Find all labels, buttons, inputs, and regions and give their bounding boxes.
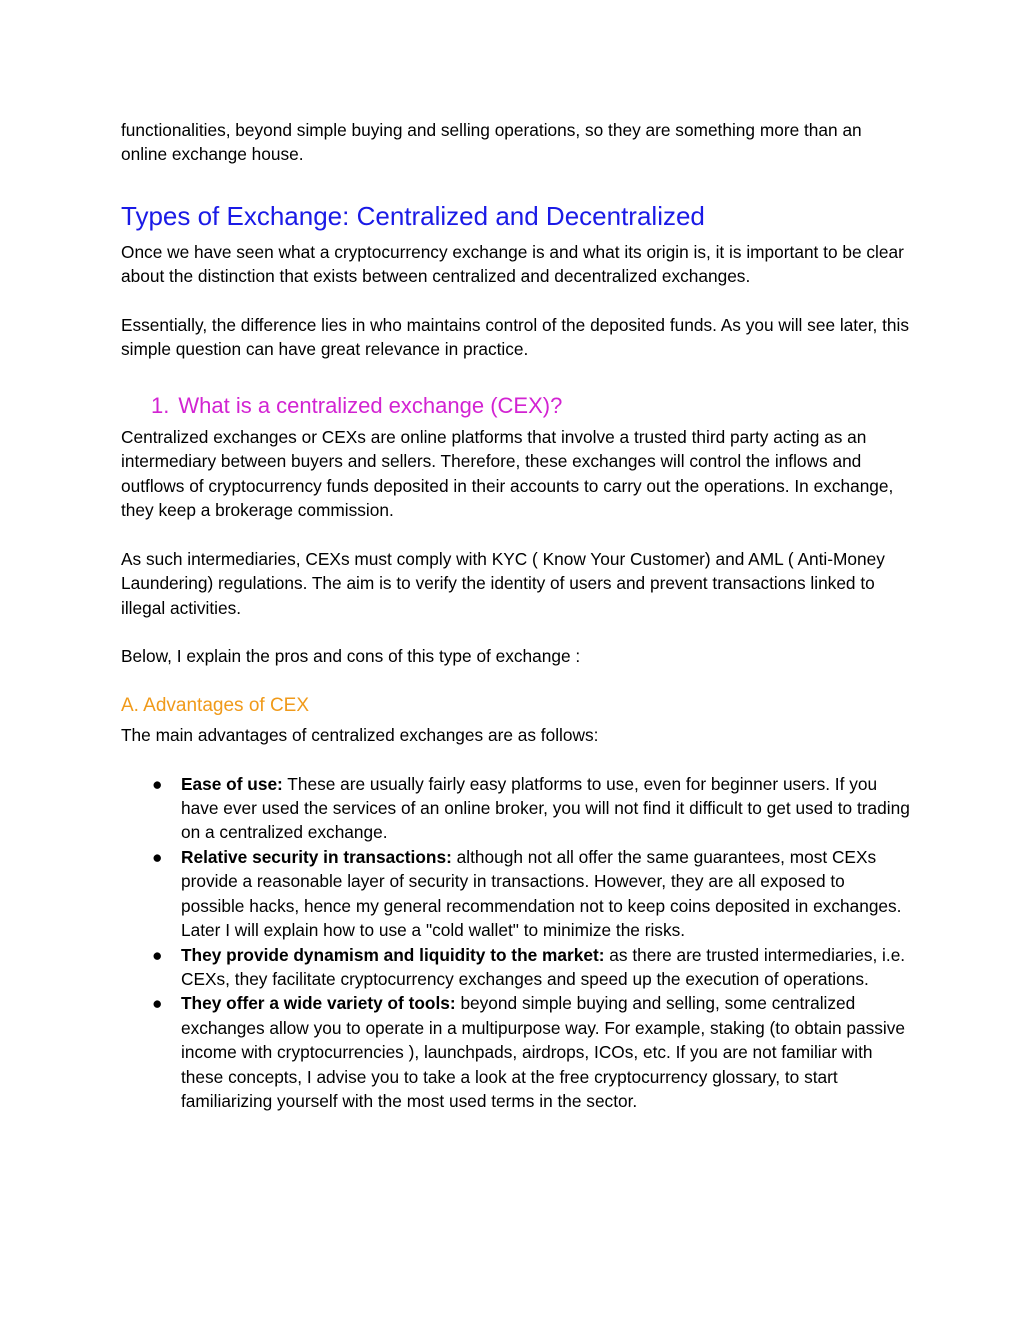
bullet-icon: ● [152, 993, 163, 1014]
advantages-heading: A. Advantages of CEX [121, 694, 310, 716]
bullet-icon: ● [152, 773, 163, 794]
bullet-icon: ● [152, 944, 163, 965]
list-item-text: although not all offer the same guarantees, most CEXs provide a reasonable layer of security in transactions. However, they are all exposed to possible hacks, hence my general recommendation not to keep coins deposited in exchanges. Later I will explain how to use a "cold wallet" to minimize the risks. [181, 846, 902, 941]
document-page [121, 118, 911, 1113]
cex-paragraph-3: Below, I explain the pros and cons of this type of exchange : [121, 646, 581, 667]
list-item-label: They offer a wide variety of tools: [181, 993, 456, 1014]
list-item-text: as there are trusted intermediaries, i.e. CEXs, they facilitate cryptocurrency exchanges and speed up the execution of operations. [181, 944, 906, 989]
cex-heading-text: What is a centralized exchange (CEX)? [178, 392, 563, 418]
cex-heading [121, 392, 911, 420]
list-item-text: These are usually fairly easy platforms to use, even for beginner users. If you have ever used the services of an online broker, you will not find it difficult to get used to trading on a centralized exchange. [181, 773, 910, 843]
intro-continuation-paragraph: functionalities, beyond simple buying and selling operations, so they are something more than an online exchange house. [121, 120, 862, 165]
list-item [121, 845, 911, 943]
cex-heading-number: 1. [151, 392, 170, 418]
section-paragraph-2: Essentially, the difference lies in who maintains control of the deposited funds. As you will see later, this simple question can have great relevance in practice. [121, 315, 910, 360]
list-item [121, 772, 911, 845]
cex-paragraph-2: As such intermediaries, CEXs must comply with KYC ( Know Your Customer) and AML ( Anti-Money Laundering) regulations. The aim is to verify the identity of users and prevent transactions linked to illegal activities. [121, 548, 885, 618]
section-title-types-of-exchange: Types of Exchange: Centralized and Decentralized [121, 200, 705, 231]
list-item [121, 943, 911, 992]
advantages-list [121, 772, 911, 1114]
advantages-intro: The main advantages of centralized exchanges are as follows: [121, 724, 599, 745]
cex-paragraph-1: Centralized exchanges or CEXs are online platforms that involve a trusted third party acting as an intermediary between buyers and sellers. Therefore, these exchanges will control the inflows and outflows of cryptocurrency funds deposited in their accounts to carry out the operations. In exchange, they keep a brokerage commission. [121, 426, 894, 521]
list-item-label: Relative security in transactions: [181, 846, 452, 867]
list-item-label: Ease of use: [181, 773, 283, 794]
section-paragraph-1: Once we have seen what a cryptocurrency exchange is and what its origin is, it is important to be clear about the distinction that exists between centralized and decentralized exchanges. [121, 241, 904, 287]
list-item [121, 991, 911, 1113]
bullet-icon: ● [152, 846, 163, 867]
list-item-label: They provide dynamism and liquidity to the market: [181, 944, 605, 965]
list-item-text: beyond simple buying and selling, some centralized exchanges allow you to operate in a multipurpose way. For example, staking (to obtain passive income with cryptocurrencies ), launchpads, airdrops, ICOs, etc. If you are not familiar with these concepts, I advise you to take a look at the free cryptocurrency glossary, to start familiarizing yourself with the most used terms in the sector. [181, 993, 905, 1111]
